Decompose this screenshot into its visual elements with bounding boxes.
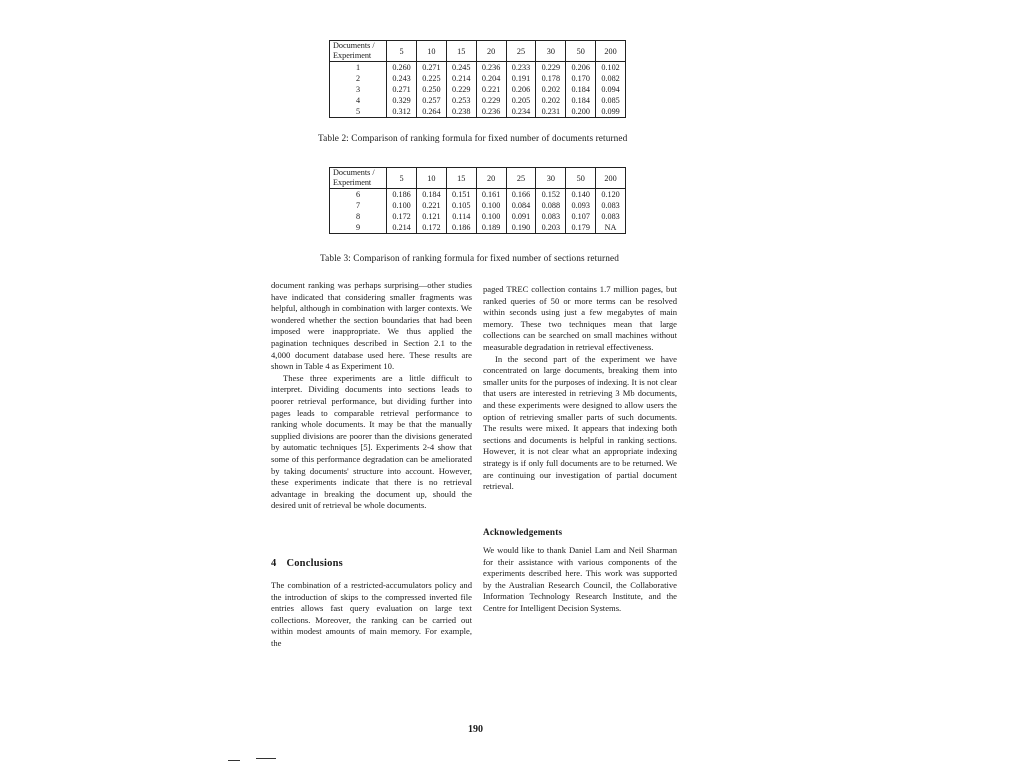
table-cell: 0.094 <box>596 84 626 95</box>
table-2-col-header: 20 <box>476 41 506 62</box>
table-cell: 0.170 <box>566 73 596 84</box>
conclusions-text <box>271 580 472 650</box>
row-label: 7 <box>330 200 387 211</box>
table-cell: NA <box>596 222 626 234</box>
scan-mark <box>228 760 240 761</box>
table-cell: 0.233 <box>506 62 536 74</box>
table-cell: 0.225 <box>416 73 446 84</box>
table-cell: 0.203 <box>536 222 566 234</box>
table-cell: 0.179 <box>566 222 596 234</box>
table-cell: 0.100 <box>387 200 417 211</box>
table-cell: 0.151 <box>446 189 476 201</box>
table-cell: 0.221 <box>416 200 446 211</box>
table-2-header-row <box>330 41 626 62</box>
table-row <box>330 189 626 201</box>
table-3-corner-bottom: Experiment <box>333 178 372 187</box>
table-cell: 0.083 <box>596 200 626 211</box>
table-cell: 0.105 <box>446 200 476 211</box>
table-cell: 0.243 <box>387 73 417 84</box>
table-cell: 0.200 <box>566 106 596 118</box>
table-cell: 0.221 <box>476 84 506 95</box>
table-cell: 0.271 <box>416 62 446 74</box>
table-3-col-header: 15 <box>446 168 476 189</box>
table-cell: 0.100 <box>476 211 506 222</box>
table-cell: 0.114 <box>446 211 476 222</box>
table-cell: 0.229 <box>536 62 566 74</box>
table-cell: 0.184 <box>566 95 596 106</box>
row-label: 1 <box>330 62 387 74</box>
table-cell: 0.214 <box>446 73 476 84</box>
table-cell: 0.099 <box>596 106 626 118</box>
table-row <box>330 106 626 118</box>
table-2-col-header: 25 <box>506 41 536 62</box>
table-3-col-header: 25 <box>506 168 536 189</box>
table-cell: 0.172 <box>387 211 417 222</box>
table-cell: 0.082 <box>596 73 626 84</box>
left-column-text <box>271 280 472 512</box>
table-cell: 0.107 <box>566 211 596 222</box>
table-cell: 0.229 <box>476 95 506 106</box>
table-row <box>330 200 626 211</box>
table-cell: 0.238 <box>446 106 476 118</box>
body-paragraph: paged TREC collection contains 1.7 million pages, but ranked queries of 50 or more terms can be resolved within seconds using just a few megabytes of main memory. These two techniques mean that large collections can be searched on small machines without measurable degradation in retrieval effectiveness. <box>483 284 677 352</box>
row-label: 6 <box>330 189 387 201</box>
row-label: 8 <box>330 211 387 222</box>
scan-mark <box>256 758 276 759</box>
row-label: 9 <box>330 222 387 234</box>
acknowledgements-heading: Acknowledgements <box>483 527 563 537</box>
row-label: 4 <box>330 95 387 106</box>
body-paragraph: These three experiments are a little difficult to interpret. Dividing documents into sections leads to poorer retrieval performance, but dividing further into pages leads to comparable retrieval performance to ranking whole documents. It may be that the manually supplied divisions are poorer than the divisions generated by automatic techniques [5]. Experiments 2-4 show that some of this performance degradation can be ameliorated by taking documents' structure into account. However, these experiments indicate that there is no retrieval advantage in breaking the document up, should the desired unit of retrieval be whole documents. <box>271 372 472 511</box>
table-3 <box>329 167 626 234</box>
table-cell: 0.234 <box>506 106 536 118</box>
table-cell: 0.253 <box>446 95 476 106</box>
table-cell: 0.260 <box>387 62 417 74</box>
table-row <box>330 84 626 95</box>
table-cell: 0.206 <box>566 62 596 74</box>
table-cell: 0.186 <box>387 189 417 201</box>
body-paragraph: document ranking was perhaps surprising—other studies have indicated that considering smaller fragments was helpful, although in combination with larger contexts. We wondered whether the section boundaries that had been imposed were inappropriate. We thus applied the pagination techniques described in Section 2.1 to the 4,000 document database used here. These results are shown in Table 4 as Experiment 10. <box>271 280 472 372</box>
table-3-col-header: 10 <box>416 168 446 189</box>
table-3-col-header: 20 <box>476 168 506 189</box>
table-cell: 0.312 <box>387 106 417 118</box>
table-cell: 0.085 <box>596 95 626 106</box>
table-2-corner-top: Documents / <box>333 41 375 50</box>
table-cell: 0.083 <box>596 211 626 222</box>
table-cell: 0.088 <box>536 200 566 211</box>
table-cell: 0.229 <box>446 84 476 95</box>
table-2-col-header: 200 <box>596 41 626 62</box>
table-3-col-header: 50 <box>566 168 596 189</box>
table-cell: 0.184 <box>416 189 446 201</box>
table-cell: 0.236 <box>476 106 506 118</box>
row-label: 5 <box>330 106 387 118</box>
table-cell: 0.191 <box>506 73 536 84</box>
table-2-corner-header <box>330 41 387 62</box>
table-cell: 0.250 <box>416 84 446 95</box>
table-cell: 0.121 <box>416 211 446 222</box>
table-cell: 0.231 <box>536 106 566 118</box>
table-3-col-header: 200 <box>596 168 626 189</box>
table-2-col-header: 15 <box>446 41 476 62</box>
table-cell: 0.120 <box>596 189 626 201</box>
row-label: 3 <box>330 84 387 95</box>
table-cell: 0.083 <box>536 211 566 222</box>
table-2-col-header: 5 <box>387 41 417 62</box>
table-cell: 0.257 <box>416 95 446 106</box>
table-cell: 0.202 <box>536 84 566 95</box>
table-row <box>330 211 626 222</box>
table-2-caption: Table 2: Comparison of ranking formula for fixed number of documents returned <box>318 134 628 144</box>
section-number: 4 <box>271 558 277 569</box>
table-2-col-header: 10 <box>416 41 446 62</box>
table-cell: 0.166 <box>506 189 536 201</box>
table-cell: 0.084 <box>506 200 536 211</box>
table-2-corner-bottom: Experiment <box>333 51 372 60</box>
table-cell: 0.271 <box>387 84 417 95</box>
table-cell: 0.100 <box>476 200 506 211</box>
row-label: 2 <box>330 73 387 84</box>
table-3-corner-header <box>330 168 387 189</box>
table-cell: 0.190 <box>506 222 536 234</box>
table-row <box>330 222 626 234</box>
acknowledgements-text <box>483 545 677 615</box>
table-row <box>330 95 626 106</box>
table-cell: 0.172 <box>416 222 446 234</box>
table-cell: 0.245 <box>446 62 476 74</box>
table-2-col-header: 50 <box>566 41 596 62</box>
table-cell: 0.093 <box>566 200 596 211</box>
table-cell: 0.264 <box>416 106 446 118</box>
table-3-corner-top: Documents / <box>333 168 375 177</box>
body-paragraph: We would like to thank Daniel Lam and Neil Sharman for their assistance with various components of the experiments described here. This work was supported by the Australian Research Council, the Collaborative Information Technology Research Institute, and the Centre for Intelligent Decision Systems. <box>483 545 677 613</box>
table-cell: 0.091 <box>506 211 536 222</box>
table-cell: 0.204 <box>476 73 506 84</box>
table-cell: 0.205 <box>506 95 536 106</box>
table-3-header-row <box>330 168 626 189</box>
table-row <box>330 62 626 74</box>
table-cell: 0.186 <box>446 222 476 234</box>
table-cell: 0.152 <box>536 189 566 201</box>
table-3-col-header: 30 <box>536 168 566 189</box>
page-number: 190 <box>468 724 483 735</box>
table-2-col-header: 30 <box>536 41 566 62</box>
table-row <box>330 73 626 84</box>
table-cell: 0.236 <box>476 62 506 74</box>
right-column-text <box>483 284 677 493</box>
section-heading-conclusions <box>271 558 343 569</box>
table-cell: 0.161 <box>476 189 506 201</box>
table-2 <box>329 40 626 118</box>
table-cell: 0.214 <box>387 222 417 234</box>
table-3-col-header: 5 <box>387 168 417 189</box>
table-cell: 0.184 <box>566 84 596 95</box>
table-cell: 0.206 <box>506 84 536 95</box>
table-cell: 0.202 <box>536 95 566 106</box>
table-cell: 0.178 <box>536 73 566 84</box>
body-paragraph: In the second part of the experiment we have concentrated on large documents, breaking them into smaller units for the purposes of indexing. It is not clear that users are interested in retrieving 3 Mb documents, and these experiments were designed to allow users the option of retrieving smaller parts of such documents. The results were mixed. It appears that indexing both sections and documents is helpful in ranking sections. However, it is not clear what an appropriate indexing strategy is if only full documents are to be returned. We are continuing our investigation of partial document retrieval. <box>483 353 677 492</box>
table-cell: 0.189 <box>476 222 506 234</box>
table-3-caption: Table 3: Comparison of ranking formula for fixed number of sections returned <box>320 254 619 264</box>
table-cell: 0.102 <box>596 62 626 74</box>
table-cell: 0.329 <box>387 95 417 106</box>
table-cell: 0.140 <box>566 189 596 201</box>
section-title: Conclusions <box>286 558 343 569</box>
body-paragraph: The combination of a restricted-accumulators policy and the introduction of skips to the compressed inverted file entries allows fast query evaluation on large text collections. Moreover, the ranking can be carried out within modest amounts of main memory. For example, the <box>271 580 472 648</box>
